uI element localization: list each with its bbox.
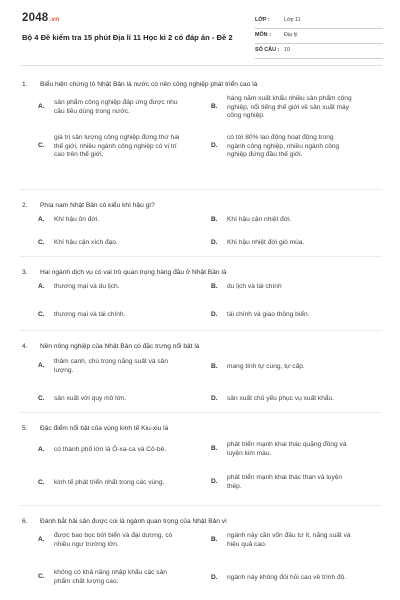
option-text-line: thế giới, nhiều ngành công nghiệp có vị trí <box>54 142 177 150</box>
option-text <box>54 569 167 586</box>
question-divider <box>20 412 382 413</box>
option-text <box>54 239 118 248</box>
meta-label: SỐ CÂU : <box>255 47 280 53</box>
option-text <box>227 474 342 491</box>
question-stem <box>22 343 199 350</box>
option-text <box>54 216 99 225</box>
option-text-line: ngành này cần vốn đầu tư ít, năng suất và <box>227 532 351 540</box>
option-letter: C. <box>38 310 45 318</box>
option-text <box>227 216 291 225</box>
option-letter: A. <box>38 215 45 223</box>
option-text-line: sản xuất chủ yếu phục vụ xuất khẩu. <box>227 394 335 402</box>
answer-option-c[interactable] <box>38 395 206 404</box>
option-text <box>227 283 282 292</box>
option-text <box>227 134 339 160</box>
question-text: Phía nam Nhật Bản có kiểu khí hậu gì? <box>40 202 155 209</box>
option-text <box>54 446 166 455</box>
question-divider <box>20 505 382 506</box>
option-text-line: thương mại và du lịch. <box>54 282 120 290</box>
option-text <box>227 532 351 549</box>
question-text: Biểu hiện chứng tỏ Nhật Bản là nước có nền công nghiệp phát triển cao là <box>40 81 258 88</box>
option-text-line: du lịch và tài chính <box>227 282 282 290</box>
answer-option-d[interactable] <box>211 134 379 160</box>
option-text <box>227 95 352 121</box>
option-text <box>54 532 172 549</box>
question-text: Đánh bắt hải sản được coi là ngành quan trọng của Nhật Bản vì <box>40 518 227 525</box>
question-number: 6. <box>22 518 28 525</box>
option-text-line: phát triển mạnh khai thác than và luyện <box>227 474 343 482</box>
meta-row-subject <box>255 29 383 44</box>
answer-option-a[interactable] <box>38 216 206 225</box>
option-letter: A. <box>38 103 45 111</box>
option-letter: B. <box>211 215 218 223</box>
option-text <box>227 311 309 320</box>
option-text-line: không có khả năng nhập khẩu các sản <box>54 569 167 577</box>
option-letter: C. <box>38 394 45 402</box>
question-text: Đặc điểm nổi bật của vùng kinh tế Kiu-xiu là <box>40 425 169 432</box>
option-text-line: Khí hậu cận nhiệt đới. <box>227 215 292 223</box>
site-logo[interactable] <box>22 12 59 24</box>
option-text <box>54 358 168 375</box>
answer-option-a[interactable] <box>38 532 206 549</box>
answer-option-b[interactable] <box>211 216 379 225</box>
question-number: 1. <box>22 81 28 88</box>
option-text-line: mang tính tự cung, tự cấp. <box>227 362 305 370</box>
option-text-line: công nghiệp. <box>227 112 265 120</box>
question-divider <box>20 330 382 331</box>
question-number: 5. <box>22 425 28 432</box>
option-text <box>227 363 305 372</box>
meta-value: 10 <box>284 47 290 53</box>
question-stem <box>22 269 227 276</box>
option-text-line: sản phẩm công nghiệp đáp ứng được nhu <box>54 99 178 107</box>
option-letter: C. <box>38 573 45 581</box>
document-title: Bộ 4 Đề kiểm tra 15 phút Địa lí 11 Học kì 2 có đáp án - Đề 2 <box>22 33 233 42</box>
option-letter: C. <box>38 142 45 150</box>
question-number: 2. <box>22 202 28 209</box>
option-letter: A. <box>38 282 45 290</box>
option-text-line: sản xuất với quy mô lớn. <box>54 394 127 402</box>
logo-tld: .vn <box>49 16 60 23</box>
option-letter: B. <box>211 282 218 290</box>
option-text-line: nhiều ngư trường lớn. <box>54 540 119 548</box>
option-text-line: luyện kim màu. <box>227 449 272 457</box>
option-letter: B. <box>211 445 218 453</box>
answer-option-b[interactable] <box>211 283 379 292</box>
option-text-line: thâm canh, chú trọng năng suất và sản <box>54 358 168 366</box>
option-text-line: được bao bọc bởi biển và đại dương, có <box>54 532 173 540</box>
option-letter: D. <box>211 478 218 486</box>
question-divider <box>20 256 382 257</box>
answer-option-d[interactable] <box>211 574 379 583</box>
answer-option-a[interactable] <box>38 358 206 375</box>
question-text: Hai ngành dịch vụ có vai trò quan trọng hàng đầu ở Nhật Bản là <box>40 269 227 276</box>
meta-value: Lớp 11 <box>284 17 301 23</box>
option-text-line: có tới 80% lao động hoạt động trong <box>227 133 334 141</box>
question-stem <box>22 425 168 432</box>
option-text <box>54 311 125 320</box>
option-letter: C. <box>38 478 45 486</box>
document-header <box>0 0 400 68</box>
meta-value: Địa lý <box>284 32 298 38</box>
answer-option-d[interactable] <box>211 239 379 248</box>
option-text <box>227 574 346 583</box>
answer-option-c[interactable] <box>38 239 206 248</box>
meta-row-class <box>255 14 383 29</box>
option-letter: B. <box>211 362 218 370</box>
option-text <box>54 134 179 160</box>
option-text-line: Khí hậu nhiệt đới gió mùa. <box>227 238 305 246</box>
meta-label: MÔN : <box>255 32 271 38</box>
option-letter: D. <box>211 394 218 402</box>
option-text <box>227 441 347 458</box>
option-text-line: nghiệp, nổi tiếng thế giới về sản xuất máy <box>227 103 349 111</box>
option-letter: D. <box>211 142 218 150</box>
logo-number: 2048 <box>22 12 49 24</box>
question-text: Nền nông nghiệp của Nhật Bản có đặc trưng nổi bật là <box>40 343 200 350</box>
answer-option-b[interactable] <box>211 363 379 372</box>
question-divider <box>20 189 382 190</box>
option-letter: A. <box>38 536 45 544</box>
option-text-line: cao trên thế giới. <box>54 151 104 159</box>
meta-label: LỚP : <box>255 17 270 23</box>
option-text-line: có thành phố lớn là Ô-xa-ca và Cô-bê. <box>54 445 167 453</box>
option-text-line: ngành này không đòi hỏi cao về trình độ. <box>227 573 347 581</box>
option-text <box>227 239 304 248</box>
option-text-line: nghiệp đứng đầu thế giới. <box>227 151 303 159</box>
option-letter: B. <box>211 103 218 111</box>
option-text-line: thương mại và tài chính. <box>54 310 126 318</box>
option-text-line: hiệu quả cao. <box>227 540 267 548</box>
meta-row-count <box>255 44 383 59</box>
option-letter: D. <box>211 310 218 318</box>
option-text-line: phát triển mạnh khai thác quặng đồng và <box>227 441 347 449</box>
option-text-line: Khí hậu cận xích đạo. <box>54 238 118 246</box>
option-text <box>54 283 120 292</box>
answer-option-c[interactable] <box>38 134 206 160</box>
answer-option-b[interactable] <box>211 532 379 549</box>
option-text <box>227 395 334 404</box>
header-divider <box>20 65 382 66</box>
option-letter: A. <box>38 362 45 370</box>
question-number: 4. <box>22 343 28 350</box>
option-text-line: Khí hậu ôn đới. <box>54 215 100 223</box>
option-text-line: thép. <box>227 482 242 490</box>
option-text-line: giá trị sản lượng công nghiệp đứng thứ hai <box>54 133 180 141</box>
answer-option-d[interactable] <box>211 395 379 404</box>
option-text <box>54 395 126 404</box>
option-letter: C. <box>38 238 45 246</box>
option-letter: A. <box>38 445 45 453</box>
option-text <box>54 99 178 116</box>
question-number: 3. <box>22 269 28 276</box>
answer-option-a[interactable] <box>38 99 206 116</box>
option-letter: B. <box>211 536 218 544</box>
document-meta <box>255 14 383 59</box>
answer-option-b[interactable] <box>211 441 379 458</box>
answer-option-b[interactable] <box>211 95 379 121</box>
question-stem <box>22 518 227 525</box>
option-text-line: lượng. <box>54 366 74 374</box>
question-stem <box>22 81 257 88</box>
option-letter: D. <box>211 573 218 581</box>
option-text <box>54 479 164 488</box>
answer-option-a[interactable] <box>38 283 206 292</box>
question-stem <box>22 202 155 209</box>
option-text-line: kinh tế phát triển nhất trong các vùng. <box>54 478 165 486</box>
answer-option-c[interactable] <box>38 479 206 488</box>
option-text-line: phẩm chất lượng cao. <box>54 577 119 585</box>
option-text-line: ngành công nghiệp, nhiều ngành công <box>227 142 340 150</box>
answer-option-c[interactable] <box>38 569 206 586</box>
option-letter: D. <box>211 238 218 246</box>
option-text-line: tài chính và giao thông biển. <box>227 310 310 318</box>
answer-option-c[interactable] <box>38 311 206 320</box>
answer-option-d[interactable] <box>211 474 379 491</box>
option-text-line: hàng năm xuất khẩu nhiều sản phẩm công <box>227 94 352 102</box>
answer-option-a[interactable] <box>38 446 206 455</box>
answer-option-d[interactable] <box>211 311 379 320</box>
option-text-line: cầu tiêu dùng trong nước. <box>54 107 130 115</box>
